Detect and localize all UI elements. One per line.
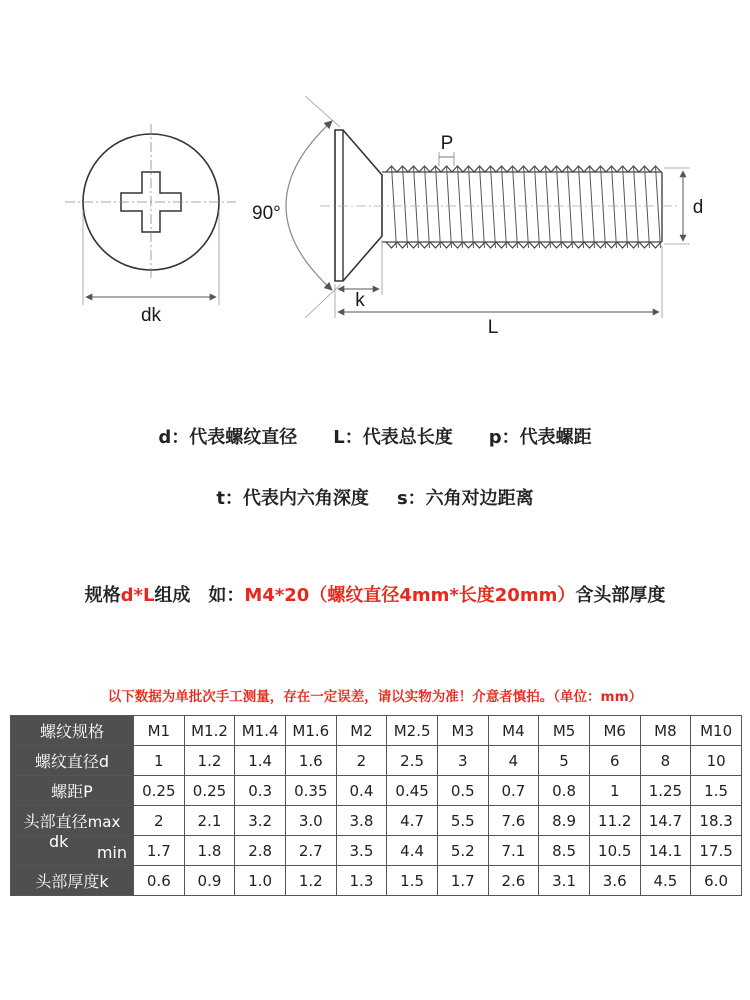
header-head-thick: 头部厚度k (11, 866, 134, 896)
table-cell: 0.4 (336, 776, 387, 806)
table-cell: 14.1 (640, 836, 691, 866)
table-cell: 1.3 (336, 866, 387, 896)
table-cell: 7.1 (488, 836, 539, 866)
table-cell: 1.4 (235, 746, 286, 776)
legend-p: p：代表螺距 (488, 427, 592, 448)
table-cell: 11.2 (589, 806, 640, 836)
table-cell: 3.8 (336, 806, 387, 836)
d-label: d (692, 197, 704, 218)
table-cell: 6 (589, 746, 640, 776)
thread-line (458, 166, 463, 248)
table-cell: 17.5 (691, 836, 742, 866)
table-cell: 0.5 (437, 776, 488, 806)
table-cell: 3.0 (285, 806, 336, 836)
thread-line (403, 166, 408, 248)
table-cell: 4 (488, 746, 539, 776)
thread-line (623, 166, 628, 248)
table-row (11, 776, 742, 806)
thread-line (579, 166, 584, 248)
header-spec: 螺纹规格 (11, 716, 134, 746)
screw-diagram (0, 0, 750, 400)
table-cell: 0.25 (184, 776, 235, 806)
table-cell: 1.2 (184, 746, 235, 776)
table-cell: 4.5 (640, 866, 691, 896)
thread-line (612, 166, 617, 248)
table-cell: 0.9 (184, 866, 235, 896)
table-cell: M6 (589, 716, 640, 746)
table-cell: 10 (691, 746, 742, 776)
legend-t: t：代表内六角深度 (216, 488, 369, 509)
table-cell: 1.2 (285, 866, 336, 896)
angle-label: 90° (252, 203, 281, 224)
legend-L: L：代表总长度 (333, 427, 453, 448)
thread-line (447, 166, 452, 248)
table-cell: 0.35 (285, 776, 336, 806)
table-cell: 2.5 (387, 746, 438, 776)
table-cell: M1.4 (235, 716, 286, 746)
header-dk-min (11, 832, 134, 866)
header-pitch: 螺距P (11, 776, 134, 806)
table-cell: 3 (437, 746, 488, 776)
table-cell: M1.6 (285, 716, 336, 746)
thread-line (469, 166, 474, 248)
table-cell: 0.45 (387, 776, 438, 806)
table-cell: 0.3 (235, 776, 286, 806)
spec-explanation (0, 581, 750, 607)
table-cell: 1.8 (184, 836, 235, 866)
table-cell: 8.9 (539, 806, 590, 836)
thread-line (557, 166, 562, 248)
table-cell: 8.5 (539, 836, 590, 866)
thread-line (546, 166, 551, 248)
thread-line (480, 166, 485, 248)
table-cell: M1.2 (184, 716, 235, 746)
table-cell: 2.7 (285, 836, 336, 866)
header-head-dia-max (11, 806, 134, 836)
table-cell: 1 (134, 746, 185, 776)
head-dia-label: 头部直径 (23, 812, 88, 831)
table-cell: 3.6 (589, 866, 640, 896)
table-cell: 1.0 (235, 866, 286, 896)
table-cell: 2.6 (488, 866, 539, 896)
table-cell: 1.25 (640, 776, 691, 806)
spec-middle: 组成 如： (154, 585, 245, 606)
thread-line (502, 166, 507, 248)
legend-row-2 (0, 484, 750, 510)
spec-table (10, 715, 742, 896)
thread-line (656, 166, 661, 248)
table-cell: M1 (134, 716, 185, 746)
table-cell: M3 (437, 716, 488, 746)
thread-line (491, 166, 496, 248)
thread-line (524, 166, 529, 248)
table-cell: 1.7 (437, 866, 488, 896)
table-cell: M5 (539, 716, 590, 746)
table-cell: 5 (539, 746, 590, 776)
thread-line (568, 166, 573, 248)
thread-line (645, 166, 650, 248)
table-row (11, 746, 742, 776)
min-label: min (96, 843, 127, 862)
table-row (11, 716, 742, 746)
table-cell: 0.7 (488, 776, 539, 806)
table-cell: 10.5 (589, 836, 640, 866)
table-cell: 3.5 (336, 836, 387, 866)
table-cell: 4.7 (387, 806, 438, 836)
table-cell: 1.5 (387, 866, 438, 896)
spec-example: M4*20（螺纹直径4mm*长度20mm） (244, 585, 576, 606)
table-cell: 5.5 (437, 806, 488, 836)
table-cell: M8 (640, 716, 691, 746)
screw-side-view (252, 96, 703, 338)
table-cell: 2 (336, 746, 387, 776)
table-cell: 7.6 (488, 806, 539, 836)
table-cell: M2 (336, 716, 387, 746)
spec-format: d*L (120, 585, 155, 606)
table-cell: 6.0 (691, 866, 742, 896)
k-label: k (355, 290, 365, 311)
table-cell: 0.25 (134, 776, 185, 806)
table-row (11, 836, 742, 866)
table-cell: 14.7 (640, 806, 691, 836)
dk-label: dk (140, 305, 162, 326)
spec-prefix: 规格 (84, 585, 121, 606)
table-cell: M4 (488, 716, 539, 746)
thread-line (513, 166, 518, 248)
table-cell: M2.5 (387, 716, 438, 746)
L-label: L (487, 317, 499, 338)
table-cell: 1.5 (691, 776, 742, 806)
thread-line (425, 166, 430, 248)
legend-d: d：代表螺纹直径 (158, 427, 298, 448)
thread-line (590, 166, 595, 248)
table-cell: 3.2 (235, 806, 286, 836)
head-top-view (65, 124, 236, 326)
table-cell: 18.3 (691, 806, 742, 836)
dk-header-label: dk (49, 832, 69, 851)
thread-line (436, 166, 441, 248)
pitch-label: P (440, 133, 454, 154)
max-label: max (87, 813, 121, 831)
table-cell: 5.2 (437, 836, 488, 866)
table-cell: 1 (589, 776, 640, 806)
table-cell: 2.1 (184, 806, 235, 836)
disclaimer-text: 以下数据为单批次手工测量，存在一定误差，请以实物为准！介意者慎拍。（单位：mm） (107, 689, 643, 705)
thread-line (392, 166, 397, 248)
table-cell: 1.7 (134, 836, 185, 866)
table-row (11, 806, 742, 836)
thread-line (414, 166, 419, 248)
table-cell: 3.1 (539, 866, 590, 896)
legend-row-1 (0, 423, 750, 449)
table-row (11, 866, 742, 896)
header-diameter: 螺纹直径d (11, 746, 134, 776)
table-cell: 2 (134, 806, 185, 836)
table-cell: 4.4 (387, 836, 438, 866)
spec-suffix: 含头部厚度 (575, 585, 666, 606)
table-cell: 0.8 (539, 776, 590, 806)
thread-line (601, 166, 606, 248)
thread-line (634, 166, 639, 248)
table-cell: 2.8 (235, 836, 286, 866)
thread-line (535, 166, 540, 248)
legend-s: s：六角对边距离 (396, 488, 534, 509)
table-cell: 0.6 (134, 866, 185, 896)
table-cell: M10 (691, 716, 742, 746)
table-cell: 1.6 (285, 746, 336, 776)
table-cell: 8 (640, 746, 691, 776)
